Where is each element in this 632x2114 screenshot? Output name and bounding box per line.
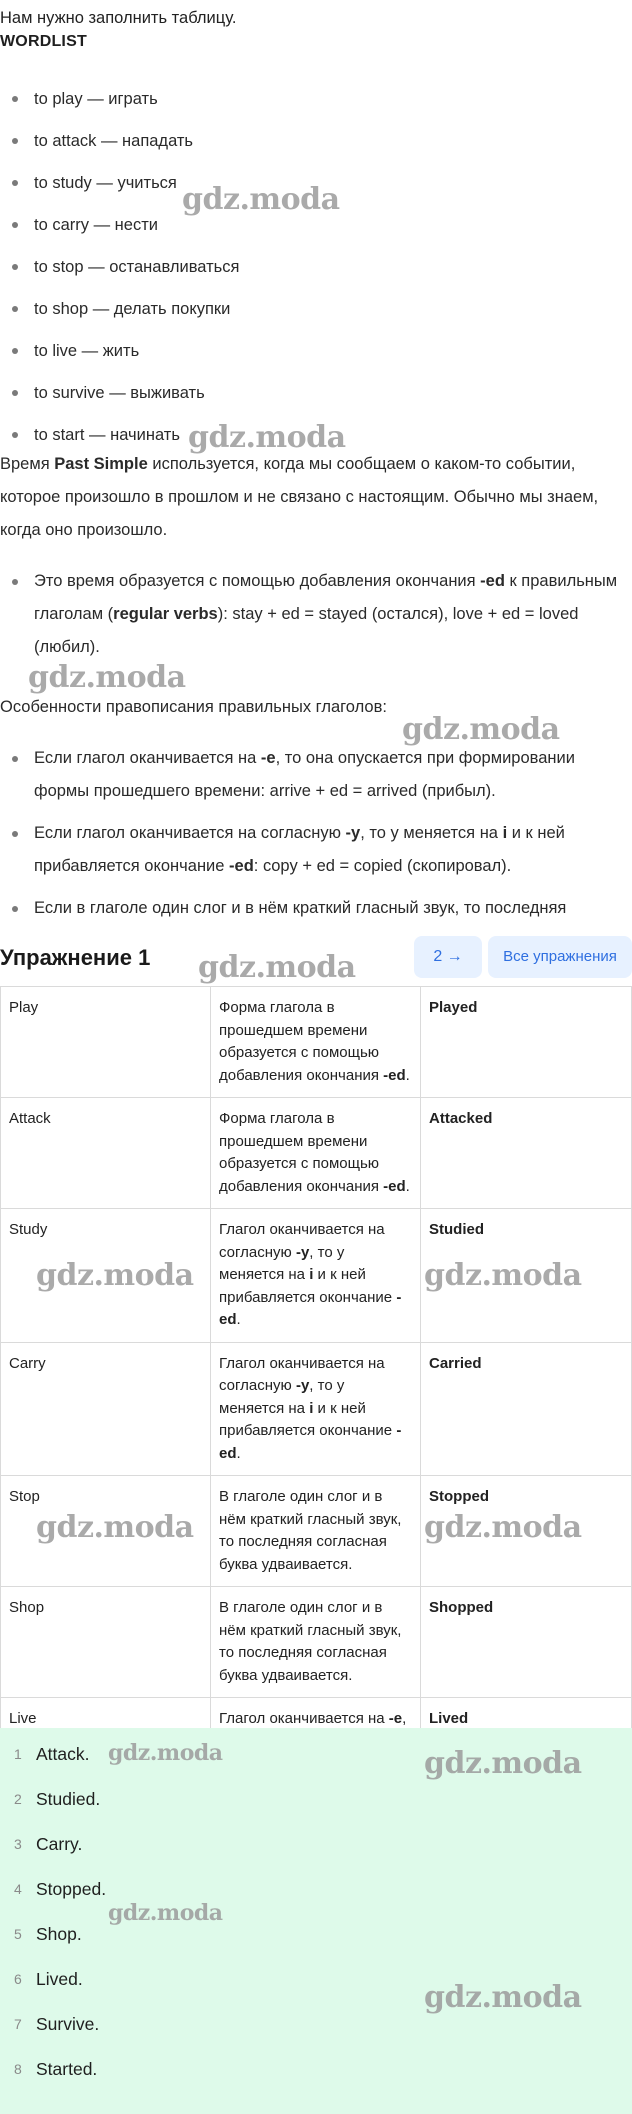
- wordlist-title: WORDLIST: [0, 33, 87, 50]
- answer-item: 3 Carry.: [14, 1834, 83, 1854]
- bullet-icon: [12, 264, 18, 270]
- watermark: gdz.moda: [108, 1740, 223, 1766]
- list-item: Если в глаголе один слог и в нём краткий гласный звук, то последняя: [0, 892, 632, 958]
- table-row: [1, 1098, 632, 1209]
- spelling-rules-list: [0, 742, 632, 958]
- answer-item: 5 Shop.: [14, 1924, 82, 1944]
- answer-item: 8 Started.: [14, 2059, 98, 2079]
- past-simple-paragraph: Время Past Simple используется, когда мы сообщаем о каком-то событии, которое произошло в прошлом и не связано с настоящим. Обычно мы знаем, когда оно произошло.: [0, 455, 599, 539]
- past-form-cell: Shopped: [421, 1587, 632, 1698]
- bullet-icon: [12, 756, 18, 762]
- answers-list: [0, 1728, 632, 2092]
- verb-cell: Play: [1, 987, 211, 1098]
- watermark: gdz.moda: [198, 950, 356, 985]
- table-row: [1, 1587, 632, 1698]
- rule-cell: Глагол оканчивается на согласную -y, то у меняется на i и к ней прибавляется окончание -ed.: [211, 1342, 421, 1476]
- bullet-icon: [12, 348, 18, 354]
- watermark: gdz.moda: [182, 182, 340, 217]
- bullet-icon: [12, 432, 18, 438]
- watermark: gdz.moda: [424, 1980, 582, 2015]
- watermark: gdz.moda: [108, 1900, 223, 1926]
- wordlist: [0, 78, 239, 456]
- bullet-icon: [12, 138, 18, 144]
- answer-item: 4 Stopped.: [14, 1879, 107, 1899]
- list-item: to study — учиться: [0, 162, 239, 204]
- bullet-icon: [12, 96, 18, 102]
- answer-item: 2 Studied.: [14, 1789, 101, 1809]
- answer-item: 7 Survive.: [14, 2014, 100, 2034]
- next-exercise-button[interactable]: 2 →: [414, 936, 482, 978]
- answer-item: 6 Lived.: [14, 1969, 83, 1989]
- intro-text: Нам нужно заполнить таблицу.: [0, 9, 237, 27]
- rule-cell: В глаголе один слог и в нём краткий гласный звук, то последняя согласная буква удваивается.: [211, 1476, 421, 1587]
- bullet-icon: [12, 180, 18, 186]
- list-item: to attack — нападать: [0, 120, 239, 162]
- watermark: gdz.moda: [424, 1746, 582, 1781]
- past-form-cell: Stopped: [421, 1476, 632, 1587]
- list-item: to survive — выживать: [0, 372, 239, 414]
- list-item: to start — начинать: [0, 414, 239, 456]
- bullet-icon: [12, 222, 18, 228]
- list-item: Это время образуется с помощью добавления окончания -ed к правильным глаголам (regular verbs): stay + ed = stayed (остался), love + ed = loved (любил).: [0, 565, 632, 664]
- list-item: to stop — останавливаться: [0, 246, 239, 288]
- past-form-cell: Carried: [421, 1342, 632, 1476]
- table-row: [1, 987, 632, 1098]
- bullet-icon: [12, 306, 18, 312]
- formation-list: [0, 565, 632, 664]
- watermark: gdz.moda: [36, 1258, 194, 1293]
- spelling-heading: Особенности правописания правильных глаголов:: [0, 698, 387, 716]
- watermark: gdz.moda: [424, 1510, 582, 1545]
- verb-cell: Carry: [1, 1342, 211, 1476]
- list-item: Если глагол оканчивается на -e, то она опускается при формировании формы прошедшего времени: arrive + ed = arrived (прибыл).: [0, 742, 632, 808]
- verb-cell: Study: [1, 1209, 211, 1343]
- all-exercises-button[interactable]: Все упражнения: [488, 936, 632, 978]
- past-form-cell: Studied: [421, 1209, 632, 1343]
- table-row: [1, 1342, 632, 1476]
- verb-cell: Attack: [1, 1098, 211, 1209]
- list-item: Если глагол оканчивается на согласную -y, то у меняется на i и к ней прибавляется окончание -ed: copy + ed = copied (скопировал).: [0, 817, 632, 883]
- answers-panel: [0, 1728, 632, 2114]
- exercise-title: Упражнение 1: [0, 945, 151, 970]
- answer-item: 1 Attack.: [14, 1744, 90, 1764]
- watermark: gdz.moda: [188, 420, 346, 455]
- verb-cell: Live: [1, 1698, 211, 1742]
- watermark: gdz.moda: [28, 660, 186, 695]
- watermark: gdz.moda: [36, 1510, 194, 1545]
- list-item: to play — играть: [0, 78, 239, 120]
- verb-cell: Shop: [1, 1587, 211, 1698]
- verb-cell: Stop: [1, 1476, 211, 1587]
- list-item: to shop — делать покупки: [0, 288, 239, 330]
- bullet-icon: [12, 831, 18, 837]
- watermark: gdz.moda: [402, 712, 560, 747]
- list-item: to carry — нести: [0, 204, 239, 246]
- verb-table: [0, 986, 632, 1742]
- past-form-cell: Played: [421, 987, 632, 1098]
- rule-cell: Форма глагола в прошедшем времени образуется с помощью добавления окончания -ed.: [211, 987, 421, 1098]
- list-item: to live — жить: [0, 330, 239, 372]
- rule-cell: Глагол оканчивается на согласную -y, то у меняется на i и к ней прибавляется окончание -ed.: [211, 1209, 421, 1343]
- rule-cell: Глагол оканчивается на -e,: [211, 1698, 421, 1742]
- bullet-icon: [12, 579, 18, 585]
- bullet-icon: [12, 906, 18, 912]
- past-form-cell: Lived: [421, 1698, 632, 1742]
- past-form-cell: Attacked: [421, 1098, 632, 1209]
- watermark: gdz.moda: [424, 1258, 582, 1293]
- rule-cell: В глаголе один слог и в нём краткий гласный звук, то последняя согласная буква удваивается.: [211, 1587, 421, 1698]
- bullet-icon: [12, 390, 18, 396]
- rule-cell: Форма глагола в прошедшем времени образуется с помощью добавления окончания -ed.: [211, 1098, 421, 1209]
